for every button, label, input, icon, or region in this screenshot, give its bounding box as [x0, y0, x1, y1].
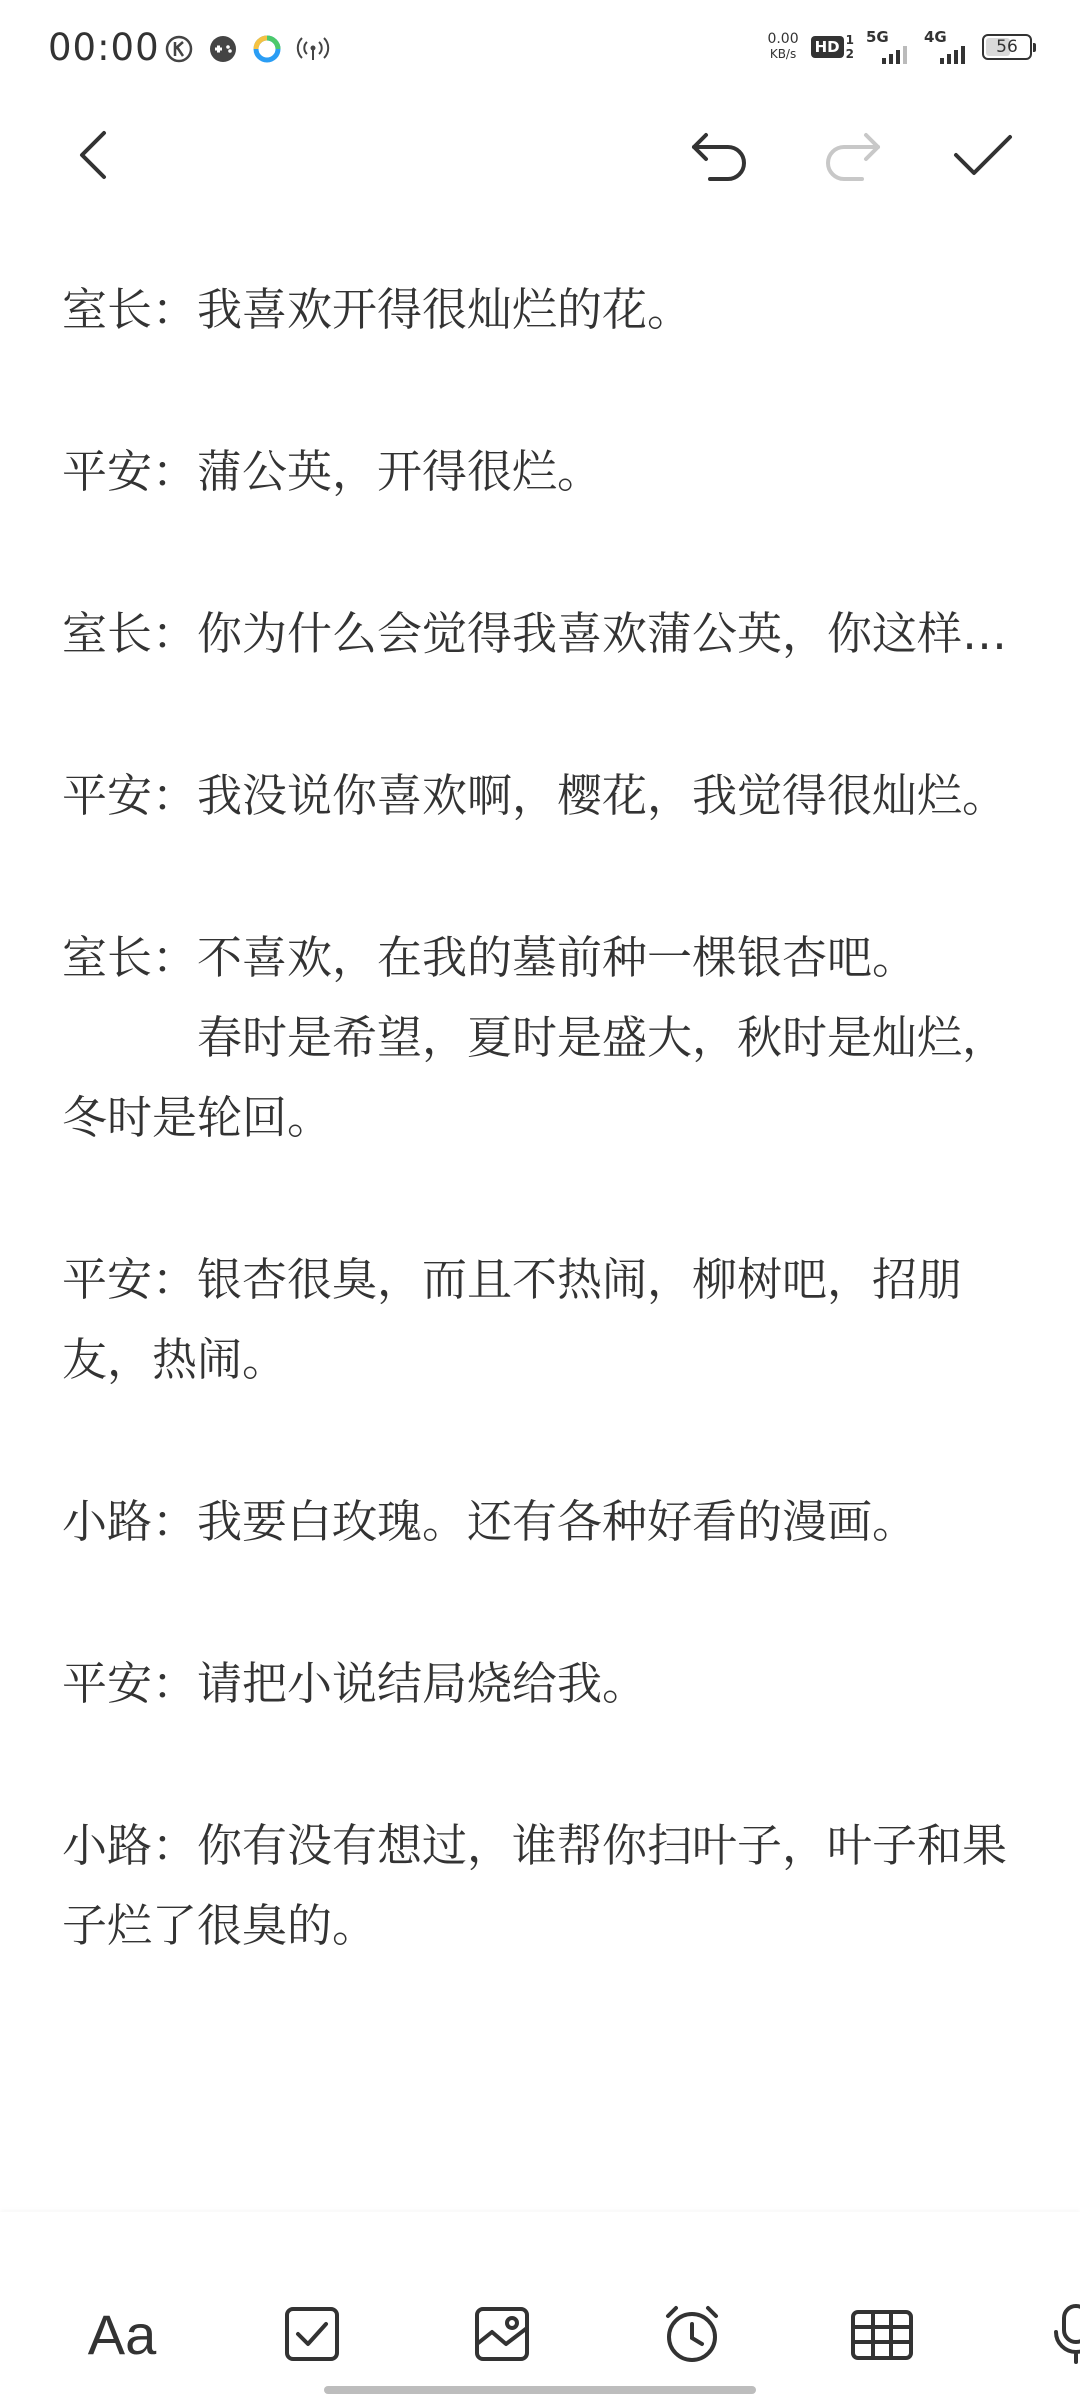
status-bar [0, 0, 1080, 100]
network-speed [767, 32, 798, 62]
redo-button[interactable] [818, 122, 884, 188]
signal-5g-icon [866, 30, 912, 64]
battery-level: 56 [996, 37, 1018, 57]
note-body[interactable] [62, 270, 1022, 2048]
insert-table-button[interactable] [842, 2294, 922, 2374]
checkbox-icon [282, 2304, 342, 2364]
signal-4g-label: 4G [924, 28, 947, 46]
signal-5g-label: 5G [866, 28, 889, 46]
hd-sim-2: 2 [845, 47, 854, 61]
note-paragraph: 平安：蒲公英，开得很烂。 [62, 445, 603, 498]
note-paragraph: 室长：不喜欢，在我的墓前种一棵银杏吧。 春时是希望，夏时是盛大，秋时是灿烂，冬时是轮回。 [62, 931, 1008, 1144]
note-paragraph: 平安：银杏很臭，而且不热闹，柳树吧，招朋友，热闹。 [62, 1253, 963, 1386]
editor-toolbar [0, 110, 1080, 200]
note-paragraph: 室长：我喜欢开得很灿烂的花。 [62, 283, 693, 336]
image-icon [472, 2304, 532, 2364]
hd-label: HD [811, 36, 844, 58]
note-paragraph: 室长：你为什么会觉得我喜欢蒲公英，你这样… [62, 607, 1008, 660]
voice-input-button[interactable] [1036, 2294, 1080, 2374]
status-time: 00:00 [48, 26, 160, 69]
table-icon [849, 2304, 915, 2364]
status-notification-icons [164, 34, 330, 68]
undo-icon [688, 127, 754, 183]
app-circle-icon [252, 34, 282, 68]
network-speed-unit: KB/s [769, 47, 797, 61]
reminder-button[interactable] [652, 2294, 732, 2374]
network-speed-value: 0.00 [767, 31, 799, 47]
font-style-button[interactable] [82, 2294, 162, 2374]
checklist-button[interactable] [272, 2294, 352, 2374]
k-circle-icon [164, 34, 194, 68]
back-button[interactable] [62, 122, 128, 188]
microphone-icon [1046, 2302, 1080, 2366]
status-system-icons [767, 30, 1032, 64]
home-indicator[interactable] [324, 2386, 756, 2394]
confirm-button[interactable] [950, 122, 1016, 188]
back-arrow-icon [70, 127, 120, 183]
checkmark-icon [950, 127, 1016, 183]
battery-icon [982, 34, 1032, 60]
note-paragraph: 小路：我要白玫瑰。还有各种好看的漫画。 [62, 1495, 918, 1548]
game-controller-icon [208, 34, 238, 68]
alarm-icon [660, 2302, 724, 2366]
undo-button[interactable] [688, 122, 754, 188]
format-toolbar [0, 2212, 1080, 2400]
hotspot-icon [296, 34, 330, 68]
hd-voice-badge [811, 33, 854, 61]
note-paragraph: 平安：我没说你喜欢啊，樱花，我觉得很灿烂。 [62, 769, 1008, 822]
insert-image-button[interactable] [462, 2294, 542, 2374]
font-icon: Aa [87, 2302, 157, 2366]
redo-icon [818, 127, 884, 183]
hd-sim-1: 1 [845, 33, 854, 47]
signal-4g-icon [924, 30, 970, 64]
note-paragraph: 平安：请把小说结局烧给我。 [62, 1657, 648, 1710]
note-paragraph: 小路：你有没有想过，谁帮你扫叶子，叶子和果子烂了很臭的。 [62, 1819, 1008, 1952]
